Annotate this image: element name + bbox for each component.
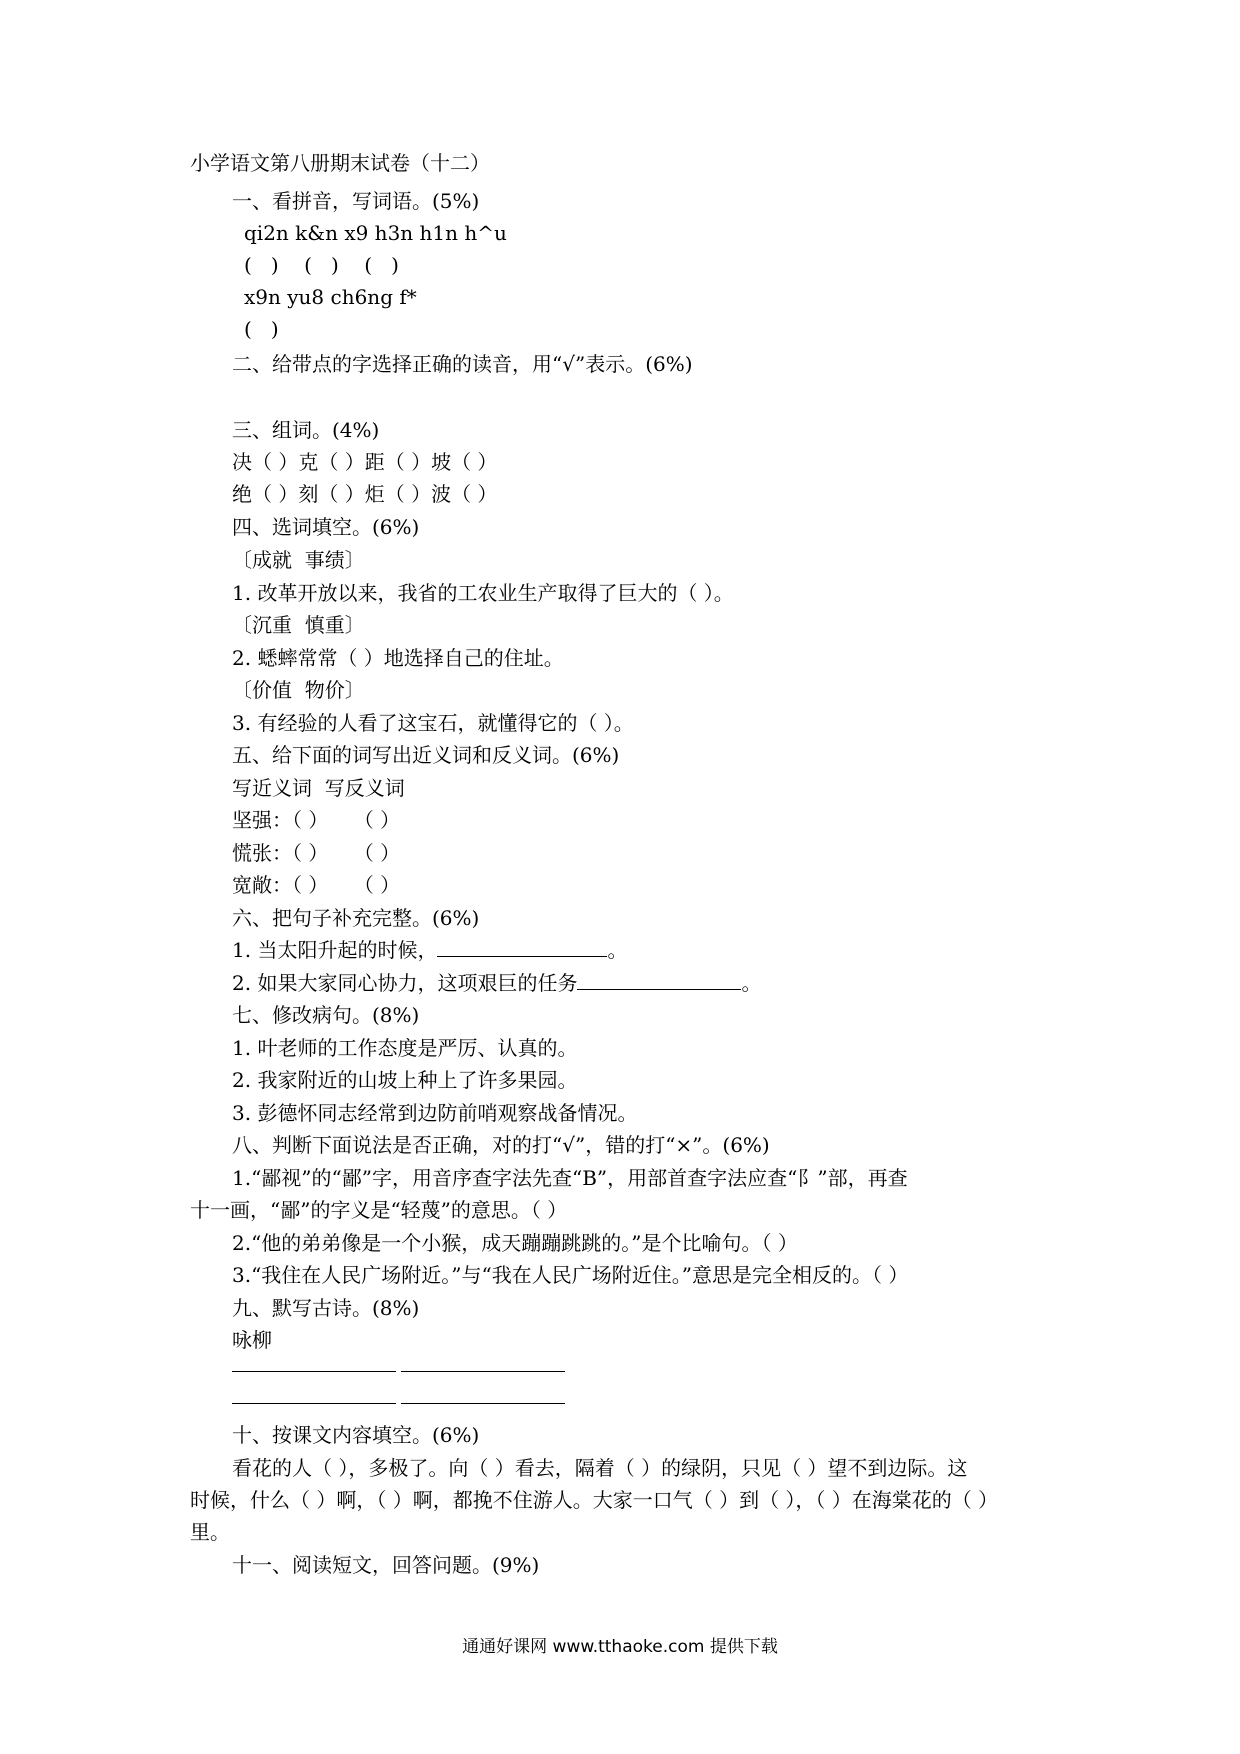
- synonym-antonym-columns: 写近义词 写反义词: [232, 776, 405, 800]
- section-3-heading: 三、组词。(4%): [232, 418, 380, 442]
- section-8-heading: 八、判断下面说法是否正确，对的打“√”，错的打“×”。(6%): [232, 1133, 770, 1157]
- pinyin-line-1: qi2n k&n x9 h3n h1n h^u: [244, 221, 507, 245]
- section-2-heading: 二、给带点的字选择正确的读音，用“√”表示。(6%): [232, 352, 693, 376]
- sentence-1-text: 1. 当太阳升起的时候，: [232, 938, 438, 962]
- section-5-heading: 五、给下面的词写出近义词和反义词。(6%): [232, 743, 620, 767]
- word-group-row-1: 决（ ）克（ ）距（ ）坡（ ）: [232, 450, 498, 474]
- poem-line-blank: [232, 1403, 396, 1404]
- choice-pair-1: 〔成就 事绩〕: [232, 548, 365, 572]
- judge-question-1: 1.“鄙视”的“鄙”字，用音序查字法先查“B”，用部首查字法应查“阝”部，再查: [232, 1166, 908, 1190]
- faulty-sentence-2: 2. 我家附近的山坡上种上了许多果园。: [232, 1068, 578, 1092]
- answer-blank: [577, 971, 741, 990]
- page-title: 小学语文第八册期末试卷（十二）: [190, 151, 490, 175]
- sentence-2-end: 。: [741, 971, 762, 995]
- poem-title: 咏柳: [232, 1328, 272, 1352]
- poem-line-blank: [232, 1371, 396, 1372]
- word-row-3: 宽敞：（ ） （ ）: [232, 873, 401, 897]
- poem-line-blank: [401, 1371, 565, 1372]
- judge-question-2: 2.“他的弟弟像是一个小猴，成天蹦蹦跳跳的。”是个比喻句。（ ）: [232, 1231, 798, 1255]
- faulty-sentence-1: 1. 叶老师的工作态度是严厉、认真的。: [232, 1036, 578, 1060]
- word-row-2: 慌张：（ ） （ ）: [232, 841, 401, 865]
- word-group-row-2: 绝（ ）刻（ ）炬（ ）波（ ）: [232, 482, 498, 506]
- faulty-sentence-3: 3. 彭德怀同志经常到边防前哨观察战备情况。: [232, 1101, 638, 1125]
- sentence-complete-1: [232, 937, 627, 963]
- fill-question-1: 1. 改革开放以来，我省的工农业生产取得了巨大的（ ）。: [232, 581, 734, 605]
- judge-question-1-cont: 十一画，“鄙”的字义是“轻蔑”的意思。（ ）: [190, 1198, 568, 1222]
- sentence-complete-2: [232, 970, 761, 996]
- judge-question-3: 3.“我住在人民广场附近。”与“我在人民广场附近住。”意思是完全相反的。（ ）: [232, 1263, 909, 1287]
- fill-question-2: 2. 蟋蟀常常（ ）地选择自己的住址。: [232, 646, 564, 670]
- passage-line-3: 里。: [190, 1520, 230, 1544]
- pinyin-blanks-2: ( ): [244, 317, 279, 341]
- passage-line-1: 看花的人（ ），多极了。向（ ）看去，隔着（ ）的绿阴，只见（ ）望不到边际。这: [232, 1456, 968, 1480]
- pinyin-line-2: x9n yu8 ch6ng f*: [244, 285, 417, 309]
- answer-blank: [437, 938, 607, 957]
- page-footer: 通通好课网 www.tthaoke.com 提供下载: [462, 1637, 778, 1657]
- pinyin-blanks-1: ( ) ( ) ( ): [244, 253, 399, 277]
- choice-pair-2: 〔沉重 慎重〕: [232, 613, 365, 637]
- sentence-2-text: 2. 如果大家同心协力，这项艰巨的任务: [232, 971, 578, 995]
- passage-line-2: 时候，什么（ ）啊，（ ）啊，都挽不住游人。大家一口气（ ）到（ ），（ ）在海棠花的（ ）: [190, 1488, 999, 1512]
- section-10-heading: 十、按课文内容填空。(6%): [232, 1423, 480, 1447]
- section-6-heading: 六、把句子补充完整。(6%): [232, 906, 480, 930]
- word-row-1: 坚强：（ ） （ ）: [232, 808, 401, 832]
- section-9-heading: 九、默写古诗。(8%): [232, 1296, 420, 1320]
- section-4-heading: 四、选词填空。(6%): [232, 515, 420, 539]
- section-11-heading: 十一、阅读短文，回答问题。(9%): [232, 1553, 540, 1577]
- section-7-heading: 七、修改病句。(8%): [232, 1003, 420, 1027]
- sentence-1-end: 。: [607, 938, 628, 962]
- poem-line-blank: [401, 1403, 565, 1404]
- section-1-heading: 一、看拼音，写词语。(5%): [232, 189, 480, 213]
- fill-question-3: 3. 有经验的人看了这宝石，就懂得它的（ ）。: [232, 711, 634, 735]
- choice-pair-3: 〔价值 物价〕: [232, 678, 365, 702]
